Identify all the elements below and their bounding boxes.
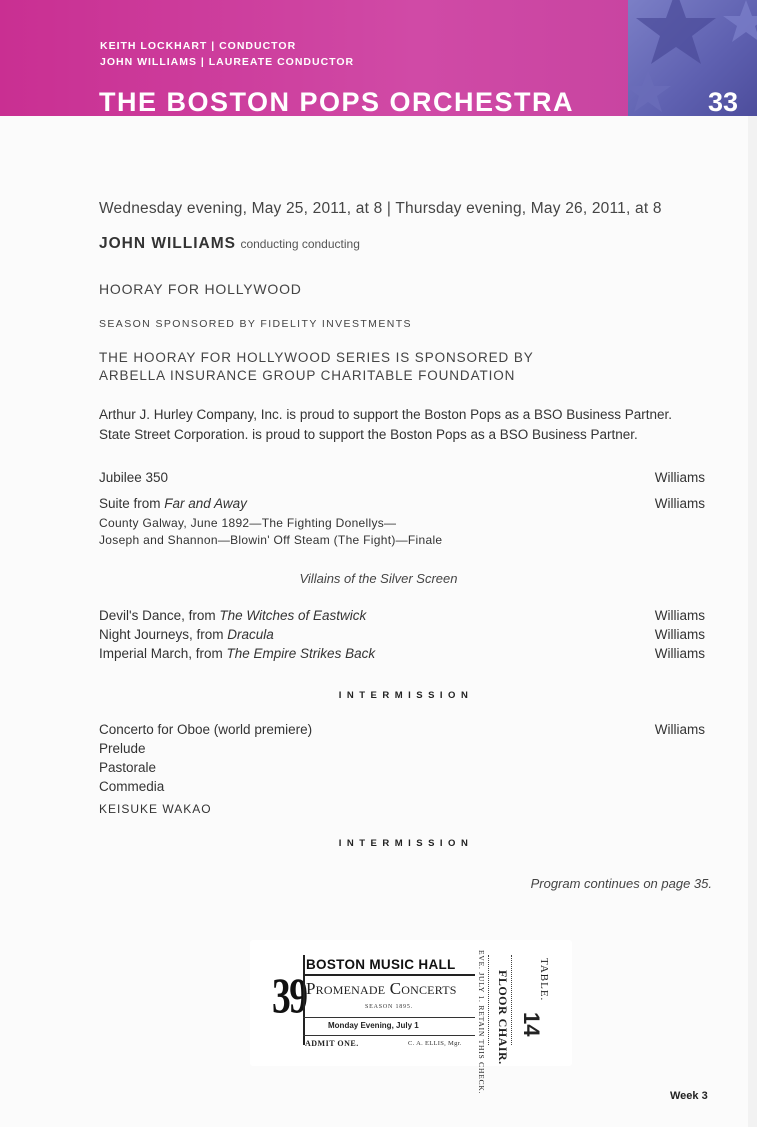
piece-row [99,646,705,661]
page-number: 33 [708,87,739,116]
orchestra-title: THE BOSTON POPS ORCHESTRA [99,87,575,116]
program-title: HOORAY FOR HOLLYWOOD [99,281,302,297]
composer: Williams [654,470,705,485]
ticket-perforation [488,955,489,1045]
piece-row [99,627,705,642]
piece-row [99,608,705,623]
page-edge [748,116,757,1127]
ticket-concerts: Promenade Concerts [306,979,457,998]
ticket-evening: Monday Evening, July 1 [328,1021,419,1030]
ticket-table-label: TABLE. [538,958,550,1002]
ticket-rule [303,974,475,976]
piece-row [99,496,705,511]
piece-row [99,722,705,737]
ticket-floor-chair: FLOOR CHAIR. [496,970,510,1065]
business-partners [99,405,672,445]
conductor-credit: KEITH LOCKHART | CONDUCTOR [100,40,297,52]
intermission-label: INTERMISSION [338,838,474,849]
movement: Pastorale [99,760,157,775]
series-sponsor-line: THE HOORAY FOR HOLLYWOOD SERIES IS SPONSORED BY [99,350,534,365]
laureate-credit: JOHN WILLIAMS | LAUREATE CONDUCTOR [100,56,355,68]
ticket-perforation [511,955,512,1045]
piece-row [99,470,705,485]
piece-work: The Witches of Eastwick [219,608,367,623]
piece-title: Concerto for Oboe (world premiere) [99,722,313,737]
continued-note: Program continues on page 35. [530,876,712,891]
conductor-name: JOHN WILLIAMS [99,235,236,252]
partner-line: State Street Corporation. is proud to support the Boston Pops as a BSO Business Partner. [99,427,638,442]
piece-prefix: Devil's Dance, from [99,608,220,623]
movements: County Galway, June 1892—The Fighting Donellys— [99,516,397,530]
composer: Williams [654,496,705,511]
composer: Williams [654,646,705,661]
piece-work: Far and Away [164,496,247,511]
ticket-stub-text: EVE. JULY 1. RETAIN THIS CHECK. [477,950,486,1095]
ticket-rule [303,1017,475,1018]
ticket-season: SEASON 1895. [365,1004,413,1010]
intermission-label: INTERMISSION [338,690,474,701]
header-banner [0,0,757,116]
piece-work: Dracula [227,627,274,642]
series-sponsor [99,349,534,385]
partner-line: Arthur J. Hurley Company, Inc. is proud to support the Boston Pops as a BSO Business Partner. [99,407,673,422]
ticket-admit: ADMIT ONE. [305,1039,359,1048]
piece-prefix: Imperial March, from [99,646,227,661]
piece-title: Jubilee 350 [99,470,169,485]
ticket-number: 39 [272,967,307,1023]
soloist: KEISUKE WAKAO [99,802,212,816]
composer: Williams [654,722,705,737]
piece-work: The Empire Strikes Back [226,646,376,661]
concert-dates: Wednesday evening, May 25, 2011, at 8 | Thursday evening, May 26, 2011, at 8 [99,200,662,217]
movement: Prelude [99,741,146,756]
season-sponsor: SEASON SPONSORED BY FIDELITY INVESTMENTS [99,318,412,330]
piece-prefix: Night Journeys, from [99,627,228,642]
piece-prefix: Suite from [99,496,165,511]
movement: Commedia [99,779,165,794]
week-label: Week 3 [670,1090,708,1102]
ticket-table-number: 14 [519,1012,544,1037]
section-heading: Villains of the Silver Screen [299,571,458,586]
ticket-hall: BOSTON MUSIC HALL [306,957,456,972]
movements: Joseph and Shannon—Blowin' Off Steam (The Fight)—Finale [99,533,443,547]
series-sponsor-line: ARBELLA INSURANCE GROUP CHARITABLE FOUNDATION [99,368,516,383]
conductor-line [99,235,360,253]
ticket-manager: C. A. ELLIS, Mgr. [408,1040,462,1047]
composer: Williams [654,627,705,642]
conducting-label: conducting conducting [240,237,360,251]
composer: Williams [654,608,705,623]
ticket-rule [303,1035,475,1036]
